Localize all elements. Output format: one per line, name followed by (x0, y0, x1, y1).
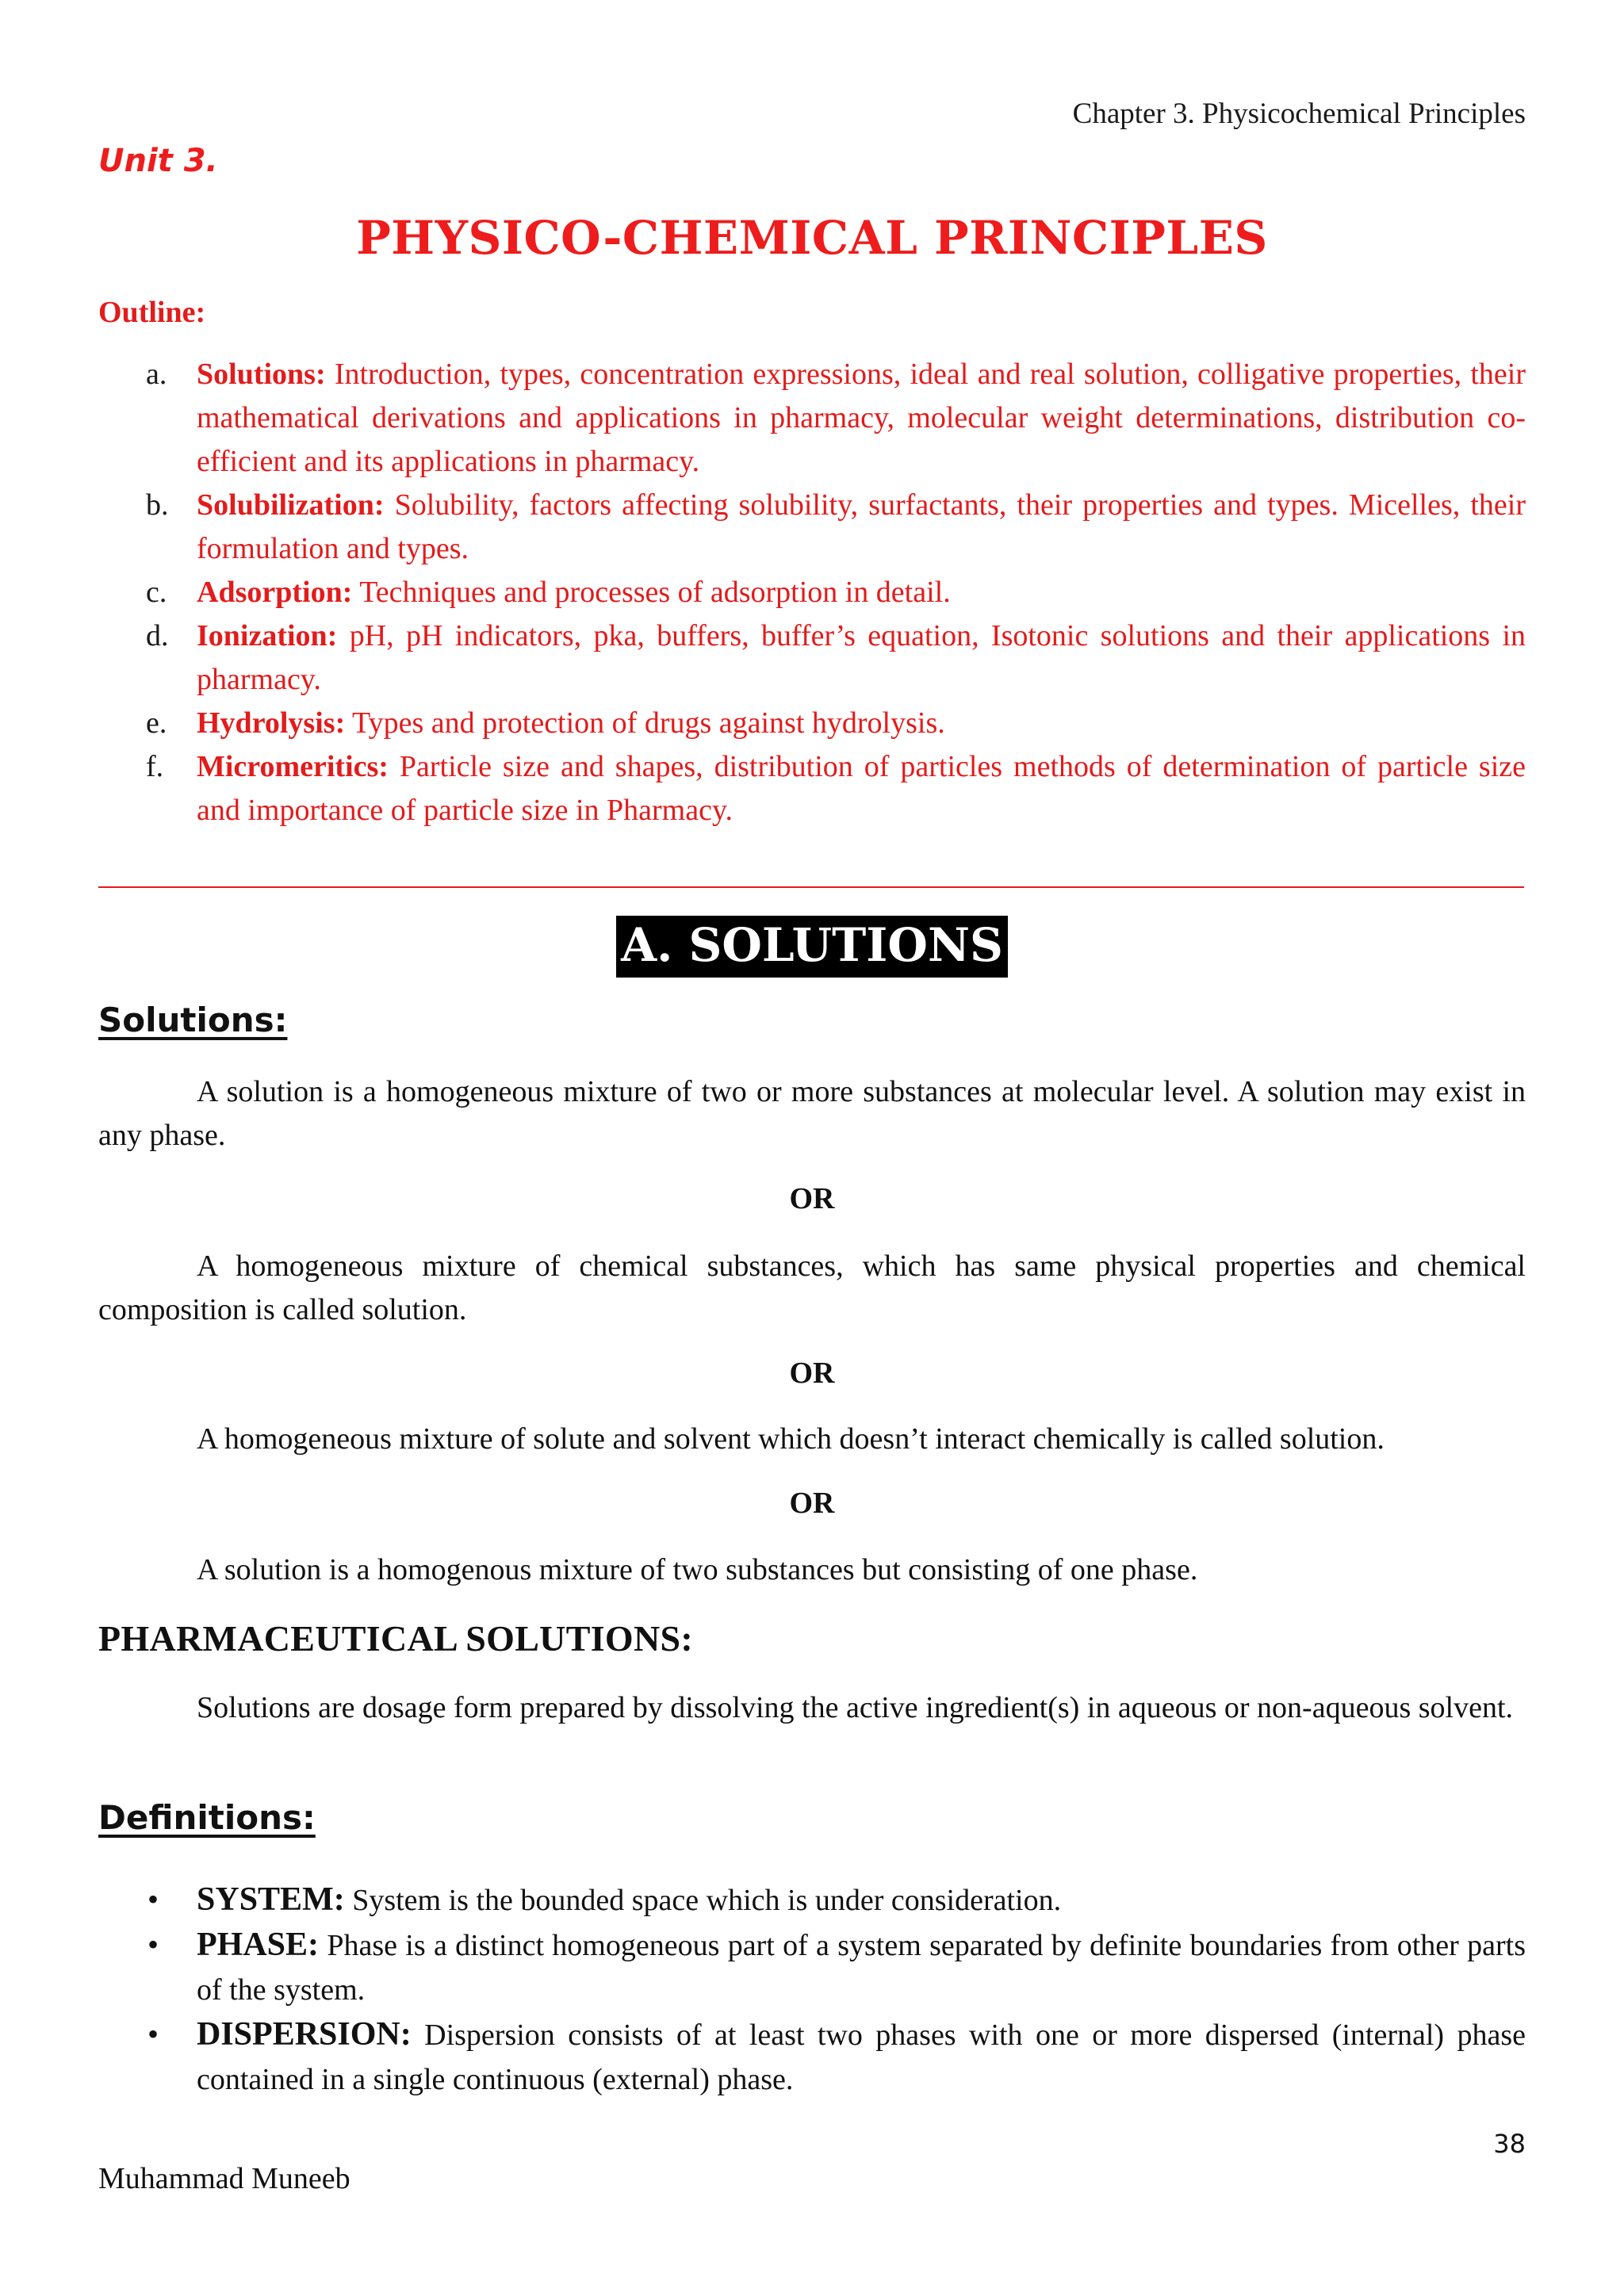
solutions-heading: Solutions: (98, 1001, 288, 1039)
list-marker: e. (146, 706, 167, 740)
unit-label: Unit 3. (98, 143, 218, 179)
pharmaceutical-solutions-paragraph: Solutions are dosage form prepared by dissolving the active ingredient(s) in aqueous or non-aqueous solvent. (197, 1691, 1513, 1724)
page-title: PHYSICO-CHEMICAL PRINCIPLES (356, 211, 1268, 265)
outline-list (146, 353, 1526, 832)
list-marker: f. (146, 750, 164, 783)
outline-term: Solutions: (197, 358, 326, 391)
outline-text: Techniques and processes of adsorption in detail. (352, 576, 951, 609)
document-page (98, 0, 1526, 2296)
outline-text: Solubility, factors affecting solubility, surfactants, their properties and types. Micelles, their formulation and types. (197, 488, 1526, 565)
definition-paragraph-2: A homogeneous mixture of chemical substances, which has same physical properties and chemical composition is called solution. (98, 1249, 1526, 1326)
outline-term: Hydrolysis: (197, 706, 346, 740)
outline-term: Solubilization: (197, 488, 385, 522)
definition-text: Dispersion consists of at least two phases with one or more dispersed (internal) phase contained in a single continuous (external) phase. (197, 2019, 1526, 2096)
list-marker: c. (146, 576, 167, 609)
list-item (146, 2012, 1526, 2102)
outline-item-adsorption (146, 571, 1526, 614)
or-separator-3: OR (789, 1487, 835, 1520)
section-divider (98, 886, 1524, 888)
outline-item-solubilization (146, 484, 1526, 571)
definitions-list (146, 1877, 1526, 2102)
outline-item-solutions (146, 353, 1526, 484)
outline-text: Types and protection of drugs against hydrolysis. (345, 706, 945, 740)
outline-label: Outline: (98, 296, 206, 329)
definition-term: DISPERSION: (197, 2016, 412, 2053)
list-item (146, 1923, 1526, 2012)
or-separator-1: OR (789, 1182, 835, 1215)
outline-text: Introduction, types, concentration expressions, ideal and real solution, colligative properties, their mathematical derivations and applications in pharmacy, molecular weight determinations, distribution co-efficient and its applications in pharmacy. (197, 358, 1526, 478)
definition-paragraph-3: A homogeneous mixture of solute and solvent which doesn’t interact chemically is called solution. (197, 1422, 1385, 1456)
definition-term: PHASE: (197, 1927, 320, 1963)
outline-term: Micromeritics: (197, 750, 389, 783)
definition-text: Phase is a distinct homogeneous part of a system separated by definite boundaries from other parts of the system. (197, 1929, 1526, 2007)
outline-text: Particle size and shapes, distribution of particles methods of determination of particle size and importance of particle size in Pharmacy. (197, 750, 1526, 827)
outline-term: Ionization: (197, 619, 338, 652)
footer-author: Muhammad Muneeb (98, 2162, 350, 2195)
bullet-icon: • (147, 1881, 159, 1917)
section-banner: A. SOLUTIONS (616, 916, 1008, 978)
outline-item-ionization (146, 614, 1526, 702)
outline-term: Adsorption: (197, 576, 353, 609)
page-number: 38 (1493, 2129, 1526, 2159)
list-item (146, 1877, 1526, 1923)
definition-paragraph-4: A solution is a homogenous mixture of two substances but consisting of one phase. (197, 1553, 1198, 1586)
running-head: Chapter 3. Physicochemical Principles (1072, 98, 1526, 130)
or-separator-2: OR (789, 1357, 835, 1390)
list-marker: d. (146, 619, 169, 652)
list-marker: b. (146, 488, 169, 522)
outline-item-micromeritics (146, 745, 1526, 832)
bullet-icon: • (147, 1927, 159, 1962)
list-marker: a. (146, 358, 167, 391)
definition-paragraph-1: A solution is a homogeneous mixture of two or more substances at molecular level. A solution may exist in any phase. (98, 1075, 1526, 1152)
outline-text: pH, pH indicators, pka, buffers, buffer’s equation, Isotonic solutions and their applications in pharmacy. (197, 619, 1526, 696)
outline-item-hydrolysis (146, 702, 1526, 745)
pharmaceutical-solutions-heading: PHARMACEUTICAL SOLUTIONS: (98, 1618, 693, 1659)
definitions-heading: Definitions: (98, 1798, 316, 1837)
definition-text: System is the bounded space which is under consideration. (344, 1884, 1062, 1917)
definition-term: SYSTEM: (197, 1881, 345, 1918)
section-banner-wrap (98, 916, 1526, 978)
bullet-icon: • (147, 2016, 159, 2052)
